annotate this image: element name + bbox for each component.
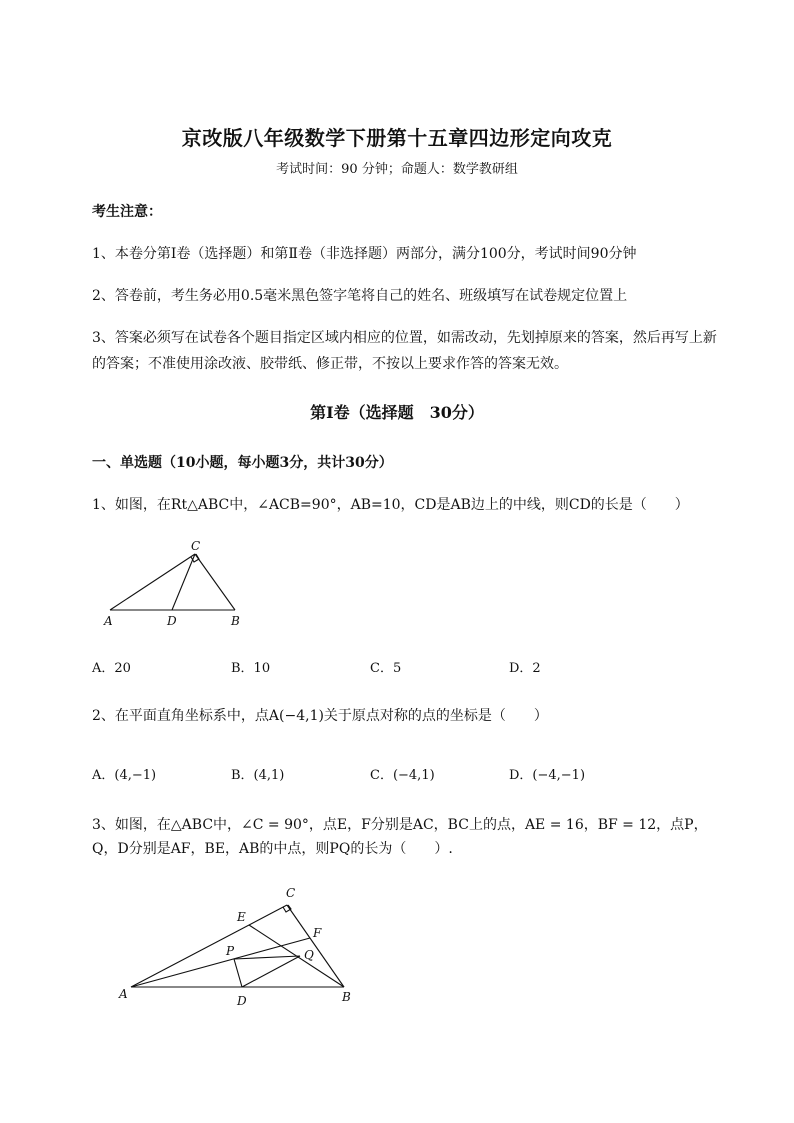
question-3-stem-line-1: 3、如图，在△ABC中，∠C = 90°，点E，F分别是AC，BC上的点，AE = 16，BF = 12，点P， [92,817,708,833]
question-3-figure [110,880,370,1010]
segment-bc [287,905,344,987]
segment-ac [110,554,195,610]
question-2-option-d: D．(−4,−1) [509,768,586,783]
segment-ac [131,905,287,987]
label-b: B [231,614,240,628]
label-c: C [191,539,201,553]
question-2-stem: 2、在平面直角坐标系中，点A(−4,1)关于原点对称的点的坐标是（ ） [92,708,548,724]
label-d: D [237,994,247,1008]
question-2-option-b: B．(4,1) [231,768,285,783]
segment-pd [234,959,242,987]
page-title: 京改版八年级数学下册第十五章四边形定向攻克 [181,126,613,150]
part-title: 一、单选题（10小题，每小题3分，共计30分） [92,455,393,471]
exam-info: 考试时间：90 分钟；命题人：数学教研组 [276,162,518,177]
question-1-option-a: A．20 [92,661,131,676]
label-p: P [226,944,235,958]
question-2-option-c: C．(−4,1) [370,768,435,783]
label-d: D [167,614,177,628]
label-e: E [237,910,246,924]
segment-af [131,938,310,987]
section-title: 第I卷（选择题 30分） [310,403,484,422]
notice-item-3-continued: 的答案；不准使用涂改液、胶带纸、修正带，不按以上要求作答的答案无效。 [92,356,568,372]
segment-cd [172,554,195,610]
label-b: B [342,990,351,1004]
notice-item-1: 1、本卷分第I卷（选择题）和第Ⅱ卷（非选择题）两部分，满分100分，考试时间90分钟 [92,246,637,262]
question-1-option-c: C．5 [370,661,402,676]
label-c: C [286,886,296,900]
segment-qd [242,956,300,987]
notice-heading: 考生注意： [92,204,162,220]
question-1-figure [95,535,255,630]
label-f: F [313,926,322,940]
notice-item-3: 3、答案必须写在试卷各个题目指定区域内相应的位置，如需改动，先划掉原来的答案，然后再写上新 [92,330,717,346]
label-a: A [104,614,113,628]
notice-item-2: 2、答卷前，考生务必用0.5毫米黑色签字笔将自己的姓名、班级填写在试卷规定位置上 [92,288,628,304]
question-1-stem: 1、如图，在Rt△ABC中，∠ACB=90°，AB=10，CD是AB边上的中线，则CD的长是（ ） [92,497,689,513]
label-a: A [119,987,128,1001]
question-3-stem-line-2: Q，D分别是AF，BE，AB的中点，则PQ的长为（ ）. [92,841,453,857]
question-1-option-b: B．10 [231,661,271,676]
question-1-option-d: D．2 [509,661,541,676]
question-2-option-a: A．(4,−1) [92,768,157,783]
segment-bc [195,554,235,610]
label-q: Q [304,948,314,962]
